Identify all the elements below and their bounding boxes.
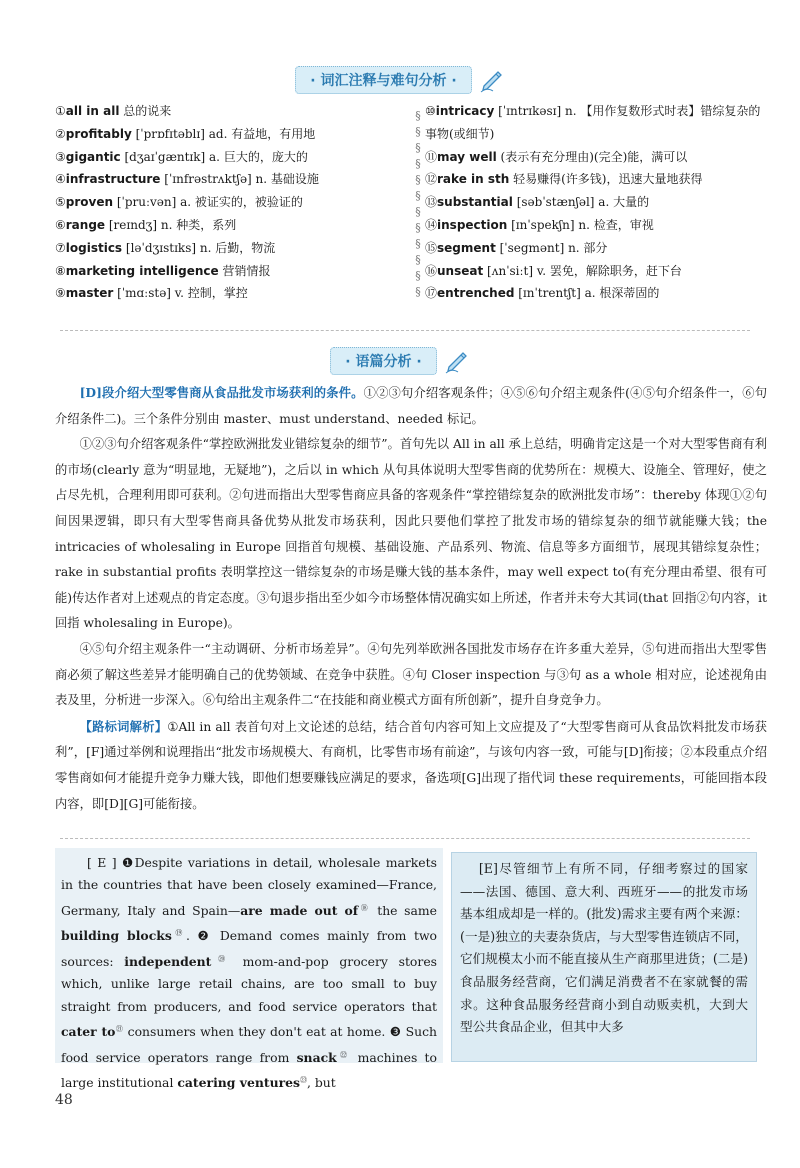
section-divider [60,838,750,839]
vocab-item: ⑭inspection [ɪnˈspekʃn] n. 检查，审视 [425,217,654,232]
vocab-item: ⑤proven [ˈpruːvən] a. 被证实的，被验证的 [55,195,303,210]
vocab-section-title: · 词汇注释与难句分析 · [295,66,471,94]
discourse-analysis [55,380,767,817]
passage-e-translation: [E]尽管细节上有所不同，仔细考察过的国家——法国、德国、意大利、西班牙——的批发市场基本组成却是一样的。(批发)需求主要有两个来源：(一是)独立的夫妻杂货店，与大型零售连锁店不同，它们规模太小而不能直接从生产商那里进货；(二是)食品服务经营商，它们满足消费者不在家就餐的需求。这种食品服务经营商小到自动贩卖机，大到大型公共食品企业，但其中大多 [451,852,757,1062]
vocab-list-left [55,100,395,305]
analysis-paragraph: ④⑤句介绍主观条件一“主动调研、分析市场差异”。④句先列举欧洲各国批发市场存在许多重大差异，⑤句进而指出大型零售商必须了解这些差异才能明确自己的优势领域、在竞争中获胜。④句 Closer inspection 与③句 as a whole 相对应，论述视角由表及里，分析进一步深入。⑥句给出主观条件二“在技能和商业模式方面有所创新”，提升自身竞争力。 [55,641,767,708]
page-number: 48 [55,1092,73,1108]
vocab-item: ⑦logistics [ləˈdʒɪstɪks] n. 后勤，物流 [55,240,276,255]
vocab-item: ②profitably [ˈprɒfɪtəblɪ] ad. 有益地，有用地 [55,126,316,141]
vocab-item: ⑩intricacy [ˈɪntrɪkəsɪ] n. 【用作复数形式时表】错综复杂的事物(或细节) [425,104,761,141]
vocab-item: ⑨master [ˈmɑːstə] v. 控制，掌控 [55,286,248,301]
section-divider [60,330,750,331]
vocab-item: ⑧marketing intelligence 营销情报 [55,263,271,278]
vocab-item: ⑰entrenched [ɪnˈtrentʃt] a. 根深蒂固的 [425,286,660,301]
vocab-section-banner [0,66,800,94]
pencil-icon [479,68,505,94]
discourse-section-title: · 语篇分析 · [330,347,436,375]
spiral-divider: § § § § § § § § § § § § [415,109,421,298]
vocab-item: ③gigantic [dʒaɪˈgæntɪk] a. 巨大的，庞大的 [55,149,308,164]
vocab-item: ⑪may well (表示有充分理由)(完全)能，满可以 [425,149,688,164]
vocab-list-right [425,100,765,305]
vocab-item: ⑫rake in sth 轻易赚得(许多钱)，迅速大量地获得 [425,172,703,187]
pencil-icon [444,349,470,375]
vocab-item: ④infrastructure [ˈɪnfrəstrʌktʃə] n. 基础设施 [55,172,319,187]
discourse-section-banner [0,347,800,375]
vocab-item: ⑬substantial [səbˈstænʃəl] a. 大量的 [425,195,650,210]
vocab-item: ⑥range [reɪndʒ] n. 种类，系列 [55,217,237,232]
vocab-item: ⑯unseat [ʌnˈsiːt] v. 罢免，解除职务，赶下台 [425,263,682,278]
analysis-paragraph: ①②③句介绍客观条件“掌控欧洲批发业错综复杂的细节”。首句先以 All in all 承上总结，明确肯定这是一个对大型零售商有利的市场(clearly 意为“明显地，无疑地”)，之后以 in which 从句具体说明大型零售商的优势所在：规模大、设施全、管理好，使之占尽先机，合理利用即可获利。②句进而指出大型零售商应具备的客观条件“掌控错综复杂的欧洲批发市场”：thereby 体现①②句间因果逻辑，即只有大型零售商具备优势从批发市场获利，因此只要他们掌控了批发市场的错综复杂的细节就能赚大钱；the intricacies of wholesaling in Europe 回指首句规模、基础设施、产品系列、物流、信息等多方面细节，展现其错综复杂性；rake in substantial profits 表明掌控这一错综复杂的市场是赚大钱的基本条件，may well expect to(有充分理由希望、很有可能)传达作者对上述观点的肯定态度。③句退步指出至少如今市场整体情况确实如上所述，作者并未夸大其词(that 回指②句内容，it 回指 wholesaling in Europe)。 [55,437,767,631]
vocab-item: ⑮segment [ˈsegmənt] n. 部分 [425,240,608,255]
analysis-paragraph: [D]段介绍大型零售商从食品批发市场获利的条件。①②③句介绍客观条件；④⑤⑥句介绍主观条件(④⑤句介绍条件一，⑥句介绍条件二)。三个条件分别由 master、must understand、needed 标记。 [55,385,767,426]
passage-e-english: [ E ] ❶Despite variations in detail, wholesale markets in the countries that have been closely examined—France, Germany, Italy and Spain—are made out of⑱ the same building blocks⑲. ❷ Demand comes mainly from two sources: independent⑳ mom-and-pop grocery stores which, unlike large retail chains, are too small to buy straight from producers, and food service operators that cater $to^㉑$ consumers when they don't eat at home. ❸ Such food service operators range from snack$^㉒$ machines to large institutional catering ventures$^㉓$, but [55,848,443,1063]
vocab-item: ①all in all 总的说来 [55,104,172,118]
analysis-paragraph: 【路标词解析】①All in all 表首句对上文论述的总结，结合首句内容可知上文应提及了“大型零售商可从食品饮料批发市场获利”，[F]通过举例和说理指出“批发市场规模大、有商机，比零售市场有前途”，与该句内容一致，可能与[D]衔接；②本段重点介绍零售商如何才能提升竞争力赚大钱，即他们想要赚钱应满足的要求，备选项[G]出现了指代词 these requirements，可能回指本段内容，即[D][G]可能衔接。 [55,718,767,811]
